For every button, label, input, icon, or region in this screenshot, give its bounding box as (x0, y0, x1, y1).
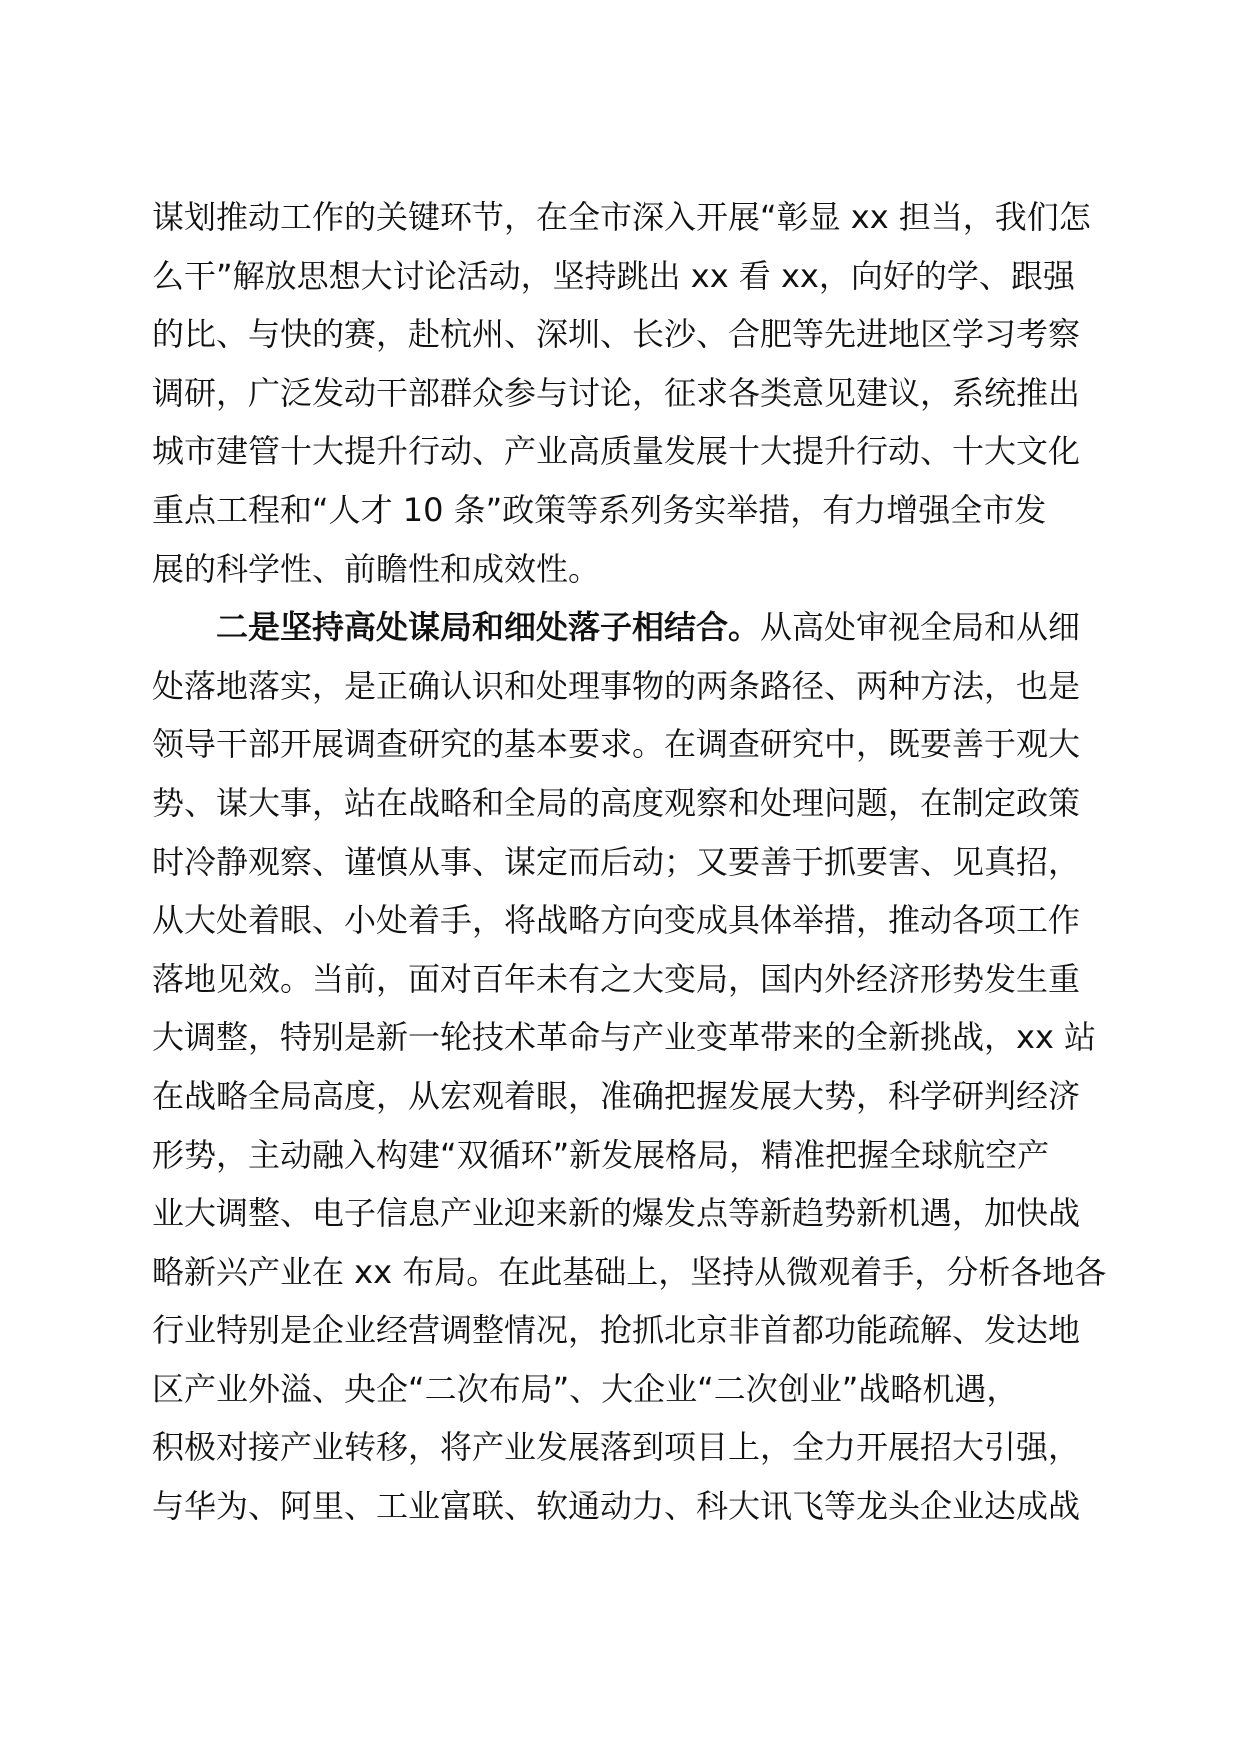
paragraph-2-line: 形势，主动融入构建“双循环”新发展格局，精准把握全球航空产 (152, 1135, 1050, 1174)
paragraph-2-line: 领导干部开展调查研究的基本要求。在调查研究中，既要善于观大 (152, 725, 1081, 764)
paragraph-2-first-line-text: 从高处审视全局和从细 (760, 608, 1081, 647)
paragraph-2-line: 业大调整、电子信息产业迎来新的爆发点等新趋势新机遇，加快战 (152, 1194, 1081, 1233)
paragraph-2-line: 积极对接产业转移，将产业发展落到项目上，全力开展招大引强， (152, 1428, 1081, 1467)
paragraph-2-line: 大调整，特别是新一轮技术革命与产业变革带来的全新挑战，xx 站 (152, 1018, 1097, 1057)
paragraph-1-line: 城市建管十大提升行动、产业高质量发展十大提升行动、十大文化 (152, 432, 1081, 471)
paragraph-1-line: 的比、与快的赛，赴杭州、深圳、长沙、合肥等先进地区学习考察 (152, 315, 1081, 354)
paragraph-2-line: 略新兴产业在 xx 布局。在此基础上，坚持从微观着手，分析各地各 (152, 1252, 1107, 1291)
paragraph-2 (152, 598, 1107, 1536)
paragraph-2-line: 落地见效。当前，面对百年未有之大变局，国内外经济形势发生重 (152, 959, 1081, 998)
paragraph-1-line: 重点工程和“人才 10 条”政策等系列务实举措，有力增强全市发 (152, 490, 1047, 529)
paragraph-2-first-line (152, 598, 1082, 657)
paragraph-2-line: 与华为、阿里、工业富联、软通动力、科大讯飞等龙头企业达成战 (152, 1487, 1081, 1526)
paragraph-2-line: 区产业外溢、央企“二次布局”、大企业“二次创业”战略机遇， (152, 1369, 1019, 1408)
paragraph-2-line: 时冷静观察、谨慎从事、谋定而后动；又要善于抓要害、见真招， (152, 842, 1081, 881)
paragraph-2-heading: 二是坚持高处谋局和细处落子相结合。 (216, 608, 761, 647)
paragraph-2-line: 行业特别是企业经营调整情况，抢抓北京非首都功能疏解、发达地 (152, 1311, 1081, 1350)
paragraph-2-line: 处落地落实，是正确认识和处理事物的两条路径、两种方法，也是 (152, 666, 1081, 705)
paragraph-1-line: 谋划推动工作的关键环节，在全市深入开展“彰显 xx 担当，我们怎 (152, 198, 1091, 236)
paragraph-1-line: 调研，广泛发动干部群众参与讨论，征求各类意见建议，系统推出 (152, 373, 1081, 412)
paragraph-2-line: 在战略全局高度，从宏观着眼，准确把握发展大势，科学研判经济 (152, 1076, 1081, 1115)
paragraph-1-line: 么干”解放思想大讨论活动，坚持跳出 xx 看 xx，向好的学、跟强 (152, 256, 1075, 295)
paragraph-2-line: 势、谋大事，站在战略和全局的高度观察和处理问题，在制定政策 (152, 783, 1081, 822)
paragraph-2-line: 从大处着眼、小处着手，将战略方向变成具体举措，推动各项工作 (152, 901, 1081, 940)
document-body (152, 188, 1107, 1536)
paragraph-1-line: 展的科学性、前瞻性和成效性。 (152, 549, 601, 588)
paragraph-1 (152, 188, 1091, 598)
